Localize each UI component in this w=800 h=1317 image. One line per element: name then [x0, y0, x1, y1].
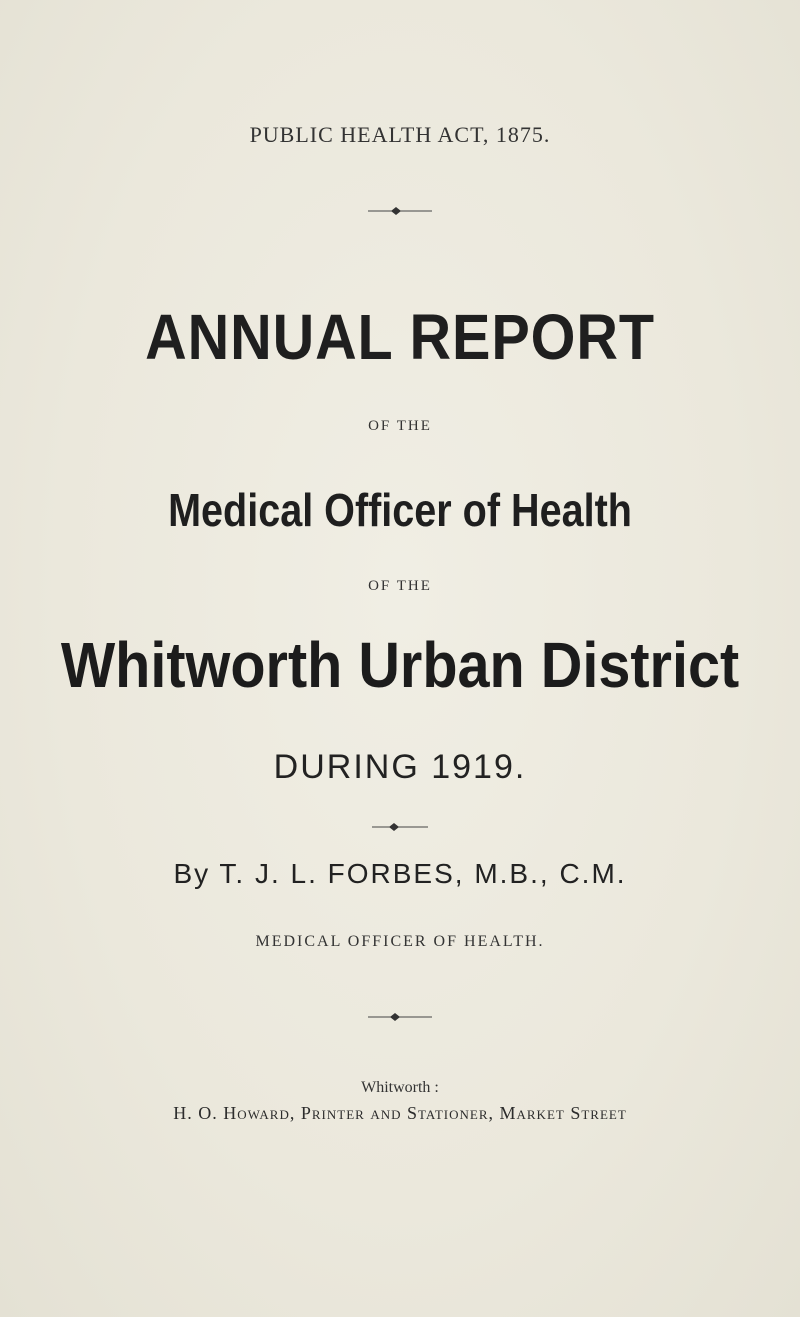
author-role: MEDICAL OFFICER OF HEALTH.	[255, 933, 545, 950]
district-name: Whitworth Urban District	[60, 629, 740, 701]
divider-ornament-icon	[0, 206, 800, 216]
divider-ornament-icon	[0, 822, 800, 832]
imprint-printer: H. O. Howard, Printer and Stationer, Market Street	[173, 1103, 627, 1123]
report-period: DURING 1919.	[273, 748, 527, 786]
act-heading: PUBLIC HEALTH ACT, 1875.	[249, 122, 551, 147]
author-byline: By T. J. L. FORBES, M.B., C.M.	[173, 858, 627, 889]
report-subject: Medical Officer of Health	[168, 484, 632, 536]
connector-of-the: OF THE	[368, 418, 432, 434]
divider-ornament-icon	[0, 1012, 800, 1022]
imprint-place: Whitworth :	[361, 1079, 439, 1096]
report-title: ANNUAL REPORT	[145, 301, 655, 373]
connector-of-the: OF THE	[368, 578, 432, 594]
